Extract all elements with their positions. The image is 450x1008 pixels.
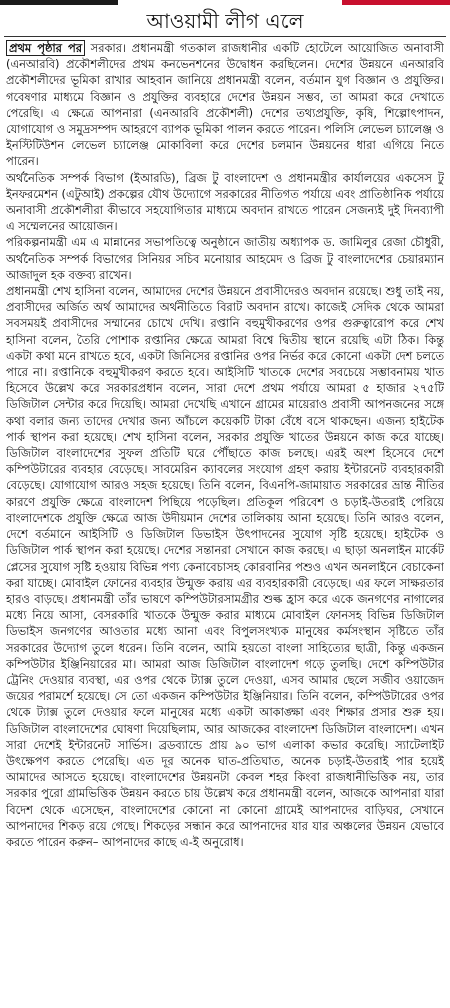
headline-rule bbox=[4, 36, 446, 37]
top-black-bar bbox=[0, 0, 118, 5]
article-paragraph-3: পরিকল্পনামন্ত্রী এম এ মান্নানের সভাপতিত্বে অনুষ্ঠানে জাতীয় অধ্যাপক ড. জামিলুর রেজা চৌধুরী, অর্থনৈতিক সম্পর্ক বিভাগের সিনিয়র সচিব মনোয়ার আহমেদ ও ব্রিজ টু বাংলাদেশের চেয়ারম্যান আজাদুল হক বক্তব্য রাখেন। bbox=[6, 235, 444, 282]
top-red-bar bbox=[342, 0, 450, 5]
paragraph-1-text: সরকার। প্রধানমন্ত্রী গতকাল রাজধানীর একটি হোটেলে আয়োজিত অনাবাসী (এনআরবি) প্রকৌশলীদের প্রথম কনভেনশনের উদ্বোধন করছিলেন। দেশের উন্নয়নে এনআরবি প্রকৌশলীদের ভূমিকা রাখার আহবান জানিয়ে প্রধানমন্ত্রী বলেন, বর্তমান যুগ বিজ্ঞান ও প্রযুক্তির। গবেষণার মাধ্যমে বিজ্ঞান ও প্রযুক্তির ব্যবহারে দেশের উন্নয়ন সম্ভব, তা আমরা করে দেখাতে পেরেছি। এ ক্ষেত্রে আপনারা (এনআরবি প্রকৌশলী) দেশের তথ্যপ্রযুক্তি, কৃষি, শিল্পোৎপাদন, যোগাযোগ ও সমুদ্রসম্পদ আহরণে ব্যাপক ভূমিকা পালন করতে পারেন। পলিসি লেভেল চ্যালেঞ্জ ও ইনস্টিটিউশন লেভেল চ্যালেঞ্জ মোকাবিলা করে দেশের চলমান উন্নয়নের ধারা এগিয়ে নিতে পারেন। bbox=[6, 41, 444, 169]
article-paragraph-4: প্রধানমন্ত্রী শেখ হাসিনা বলেন, আমাদের দেশের উন্নয়নে প্রবাসীদেরও অবদান রয়েছে। শুধু তাই নয়, প্রবাসীদের অর্জিত অর্থ আমাদের অর্থনীতিতে বিরাট অবদান রাখে। কাজেই সেদিক থেকে আমরা সবসময়ই প্রবাসীদের সম্মানের চোখে দেখি। রপ্তানি বহুমুখীকরণের ওপর গুরুত্বারোপ করে শেখ হাসিনা বলেন, তৈরি পোশাক রপ্তানির ক্ষেত্রে আমরা বিশ্বে দ্বিতীয় স্থানে রয়েছি এটা ঠিক। কিন্তু একটা কথা মনে রাখতে হবে, একটা জিনিসের রপ্তানির ওপর নির্ভর করে কোনো একটা দেশ চলতে পারে না। রপ্তানিকে বহুমুখীকরণ করতে হবে। আইসিটি খাতকে দেশের সবচেয়ে সম্ভাবনাময় খাত হিসেবে উল্লেখ করে সরকারপ্রধান বলেন, সারা দেশে প্রথম পর্যায়ে আমরা ৫ হাজার ২৭৫টি ডিজিটাল সেন্টার করে দিয়েছি। আমরা দেখেছি এখানে গ্রামের মায়েরাও প্রবাসী আপনজনের সঙ্গে কথা বলার জন্য তাদের দেখার জন্য আঁচলে কয়েকটি টাকা বেঁধে বসে থাকছেন। এজন্য হাইটেক পার্ক স্থাপন করা হয়েছে। শেখ হাসিনা বলেন, সরকার প্রযুক্তি খাতের উন্নয়নে কাজ করে যাচ্ছে। ডিজিটাল বাংলাদেশের সুফল প্রতিটি ঘরে পৌঁছাতে কাজ চলছে। এরই অংশ হিসেবে দেশে কম্পিউটারের ব্যবহার বেড়েছে। সাবমেরিন ক্যাবলের সংযোগ গ্রহণ করায় ইন্টারনেট ব্যবহারকারী বেড়েছে। যোগাযোগ আরও সহজ হয়েছে। তিনি বলেন, বিএনপি-জামায়াত সরকারের ভ্রান্ত নীতির কারণে প্রযুক্তি ক্ষেত্রে বাংলাদেশ পিছিয়ে পড়েছিল। প্রতিকূল পরিবেশ ও চড়াই-উতরাই পেরিয়ে বাংলাদেশকে প্রযুক্তি ক্ষেত্রে আজ উদীয়মান দেশের তালিকায় আনা হয়েছে। তিনি আরও বলেন, দেশে বর্তমানে আইসিটি ও ডিজিটাল ডিভাইস উৎপাদনের সুযোগ সৃষ্টি হয়েছে। হাইটেক ও ডিজিটাল পার্ক স্থাপন করা হয়েছে। দেশের সন্তানরা সেখানে কাজ করছে। এ ছাড়া অনলাইন মার্কেট প্লেসের সুযোগ সৃষ্টি হওয়ায় বিভিন্ন পণ্য কেনাবেচাসহ কোরবানির পশুও এখন অনলাইনে বেচাকেনা করা যাচ্ছে। মোবাইল ফোনের ব্যবহার উন্মুক্ত করায় এর ব্যবহারকারী বেড়েছে। এর ফলে সাক্ষরতার হারও বাড়ছে। প্রধানমন্ত্রী তাঁর ভাষণে কম্পিউটারসামগ্রীর শুল্ক হ্রাস করে একে জনগণের নাগালের মধ্যে নিয়ে আসা, বেসরকারি খাতকে উন্মুক্ত করার মাধ্যমে মোবাইল ফোনসহ বিভিন্ন ডিজিটাল ডিভাইস জনগণের আওতার মধ্যে আনা এবং বিপুলসংখ্যক মানুষের কর্মসংস্থান সৃষ্টিতে তাঁর সরকারের উদ্যোগ তুলে ধরেন। তিনি বলেন, আমি হয়তো বাংলা সাহিত্যের ছাত্রী, কিন্তু একজন কম্পিউটার ইঞ্জিনিয়ারের মা। আমরা আজ ডিজিটাল বাংলাদেশ গড়ে তুলছি। দেশে কম্পিউটার ট্রেনিং দেওয়ার ব্যবস্থা, এর ওপর থেকে ট্যাক্স তুলে দেওয়া, এসব আমার ছেলে সজীব ওয়াজেদ জয়ের পরামর্শে হয়েছে। সে তো একজন কম্পিউটার ইঞ্জিনিয়ার। তিনি বলেন, কম্পিউটারের ওপর থেকে ট্যাক্স তুলে দেওয়ার ফলে মানুষের মধ্যে একটা আকাঙ্ক্ষা এবং শিক্ষার প্রসার শুরু হয়। ডিজিটাল বাংলাদেশের ঘোষণা দিয়েছিলাম, আর আজকের বাংলাদেশ ডিজিটাল বাংলাদেশ। এখন সারা দেশেই ইন্টারনেট সার্ভিস। ব্রডব্যান্ডে প্রায় ৯০ ভাগ এলাকা কভার করেছি। স্যাটেলাইট উৎক্ষেপণ করতে পেরেছি। এত দূর অনেক ঘাত-প্রতিঘাত, অনেক চড়াই-উতরাই পার হয়েই আমাদের আসতে হয়েছে। বাংলাদেশের উন্নয়নটা কেবল শহর কিংবা রাজধানীভিত্তিক নয়, তার সরকার পুরো গ্রামভিত্তিক উন্নয়ন করতে চায় উল্লেখ করে প্রধানমন্ত্রী বলেন, আজকে আপনারা যারা বিদেশ থেকে এসেছেন, বাংলাদেশের কোনো না কোনো গ্রামেই আপনাদের বাড়িঘর, সেখানে আপনাদের শিকড় রয়ে গেছে। শিকড়ের সন্ধান করে আপনাদের যার যার অঞ্চলের উন্নয়ন যেভাবে করতে পারেন করুন– আপনাদের কাছে এ-ই অনুরোধ। bbox=[6, 284, 444, 849]
article-paragraph-1 bbox=[6, 40, 444, 170]
article-body bbox=[6, 40, 444, 1002]
article-paragraph-2: অর্থনৈতিক সম্পর্ক বিভাগ (ইআরডি), ব্রিজ টু বাংলাদেশ ও প্রধানমন্ত্রীর কার্যালয়ের একসেস টু ইনফরমেশন (এটুআই) প্রকল্পের যৌথ উদ্যোগে সরকারের নীতিগত পর্যায়ে এবং প্রাতিষ্ঠানিক পর্যায়ে অনাবাসী প্রকৌশলীরা কীভাবে সহযোগিতার মাধ্যমে অবদান রাখতে পারেন সেজন্যই দুই দিনব্যাপী এ সম্মেলনের আয়োজন। bbox=[6, 170, 444, 234]
article-headline: আওয়ামী লীগ এলে bbox=[146, 9, 304, 33]
continuation-label: প্রথম পৃষ্ঠার পর bbox=[6, 40, 85, 56]
